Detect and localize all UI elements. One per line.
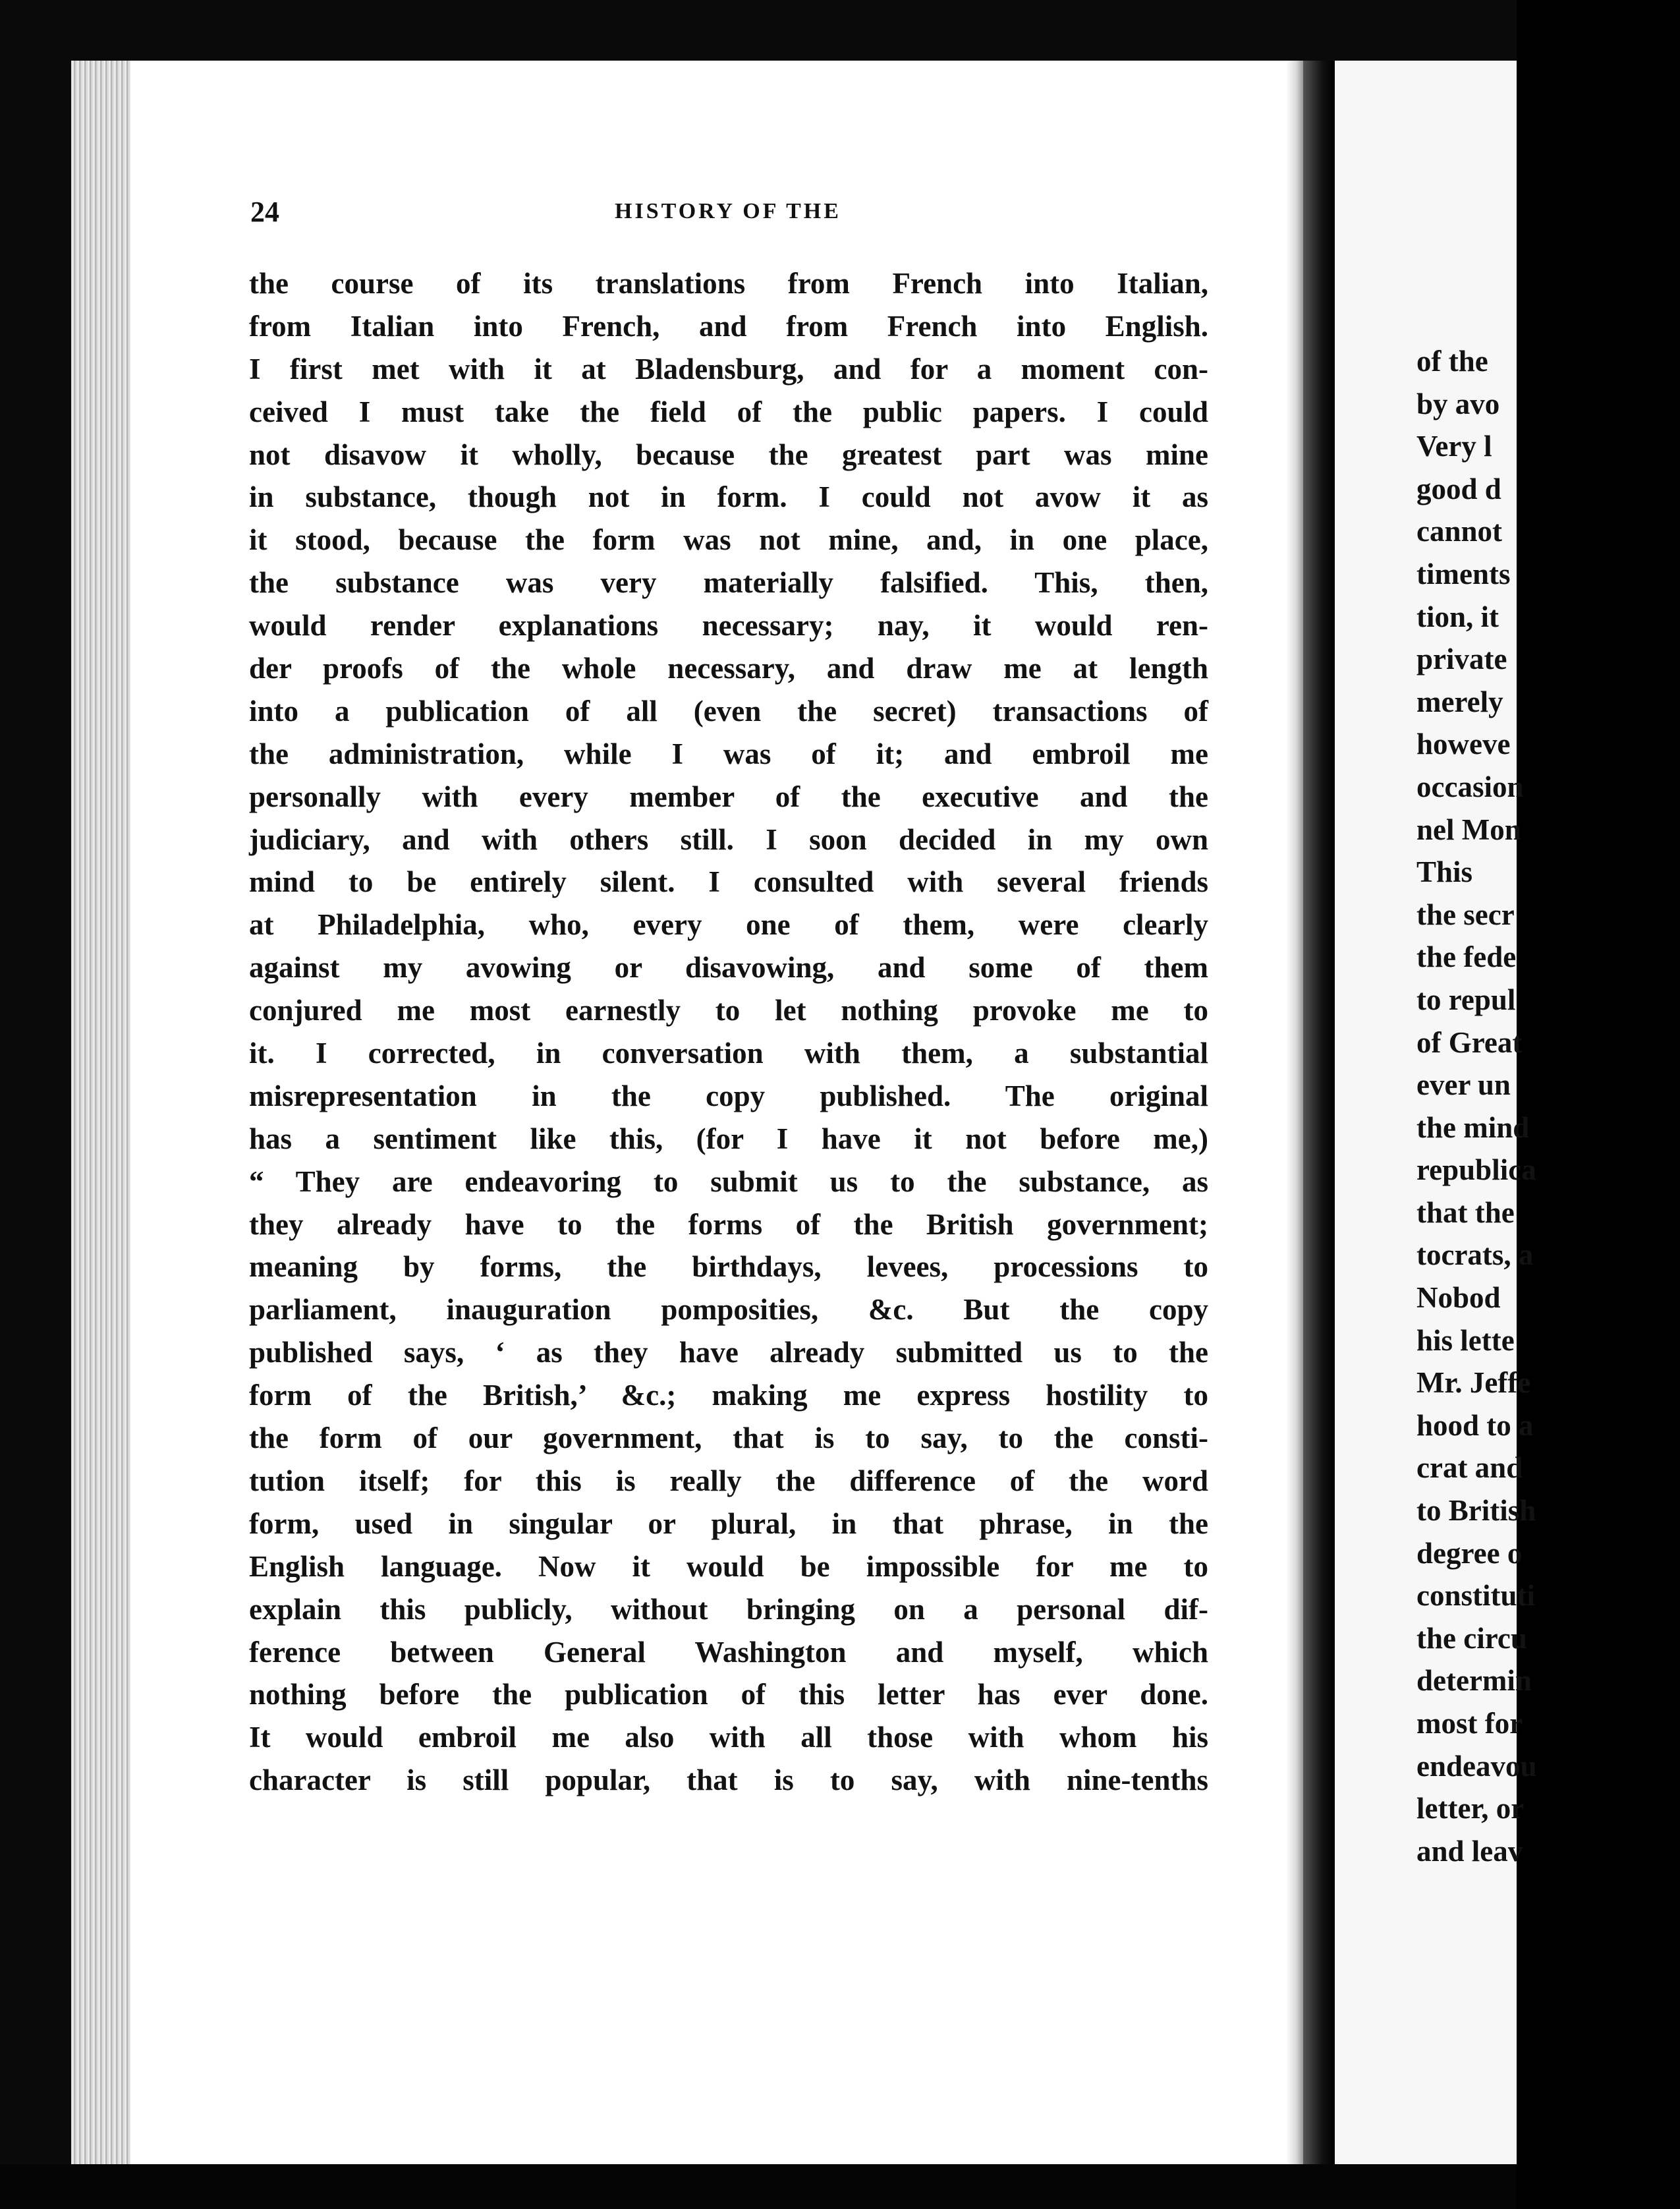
right-text-line: the fede (1416, 940, 1517, 974)
text-line: misrepresentation in the copy published. The original (249, 1079, 1208, 1112)
right-text-line: good d (1416, 472, 1501, 505)
text-line: form of the British,’ &c.; making me express hostility to (249, 1379, 1208, 1412)
right-text-line: tion, it (1416, 600, 1499, 633)
text-line: meaning by forms, the birthdays, levees, processions to (249, 1250, 1208, 1284)
left-page-body-text (249, 262, 1208, 1802)
text-line: they already have to the forms of the British government; (249, 1207, 1208, 1241)
book-spine (1303, 61, 1335, 2164)
right-text-line: to British (1416, 1494, 1536, 1528)
right-text-line: ever un (1416, 1068, 1511, 1102)
text-line: from Italian into French, and from French into English. (249, 309, 1208, 343)
text-line: judiciary, and with others still. I soon decided in my own (249, 822, 1208, 856)
right-text-line: his lette (1416, 1323, 1515, 1357)
text-line: personally with every member of the executive and the (249, 780, 1208, 813)
text-line: not disavow it wholly, because the greatest part was mine (249, 438, 1208, 471)
text-line: it stood, because the form was not mine, and, in one place, (249, 523, 1208, 557)
text-line: would render explanations necessary; nay, it would ren- (249, 609, 1208, 643)
text-line: conjured me most earnestly to let nothing provoke me to (249, 994, 1208, 1027)
right-text-line: hood to a (1416, 1408, 1534, 1442)
right-text-line: the mind (1416, 1110, 1530, 1144)
text-line: published says, ‘ as they have already submitted us to the (249, 1336, 1208, 1369)
text-line: explain this publicly, without bringing on a personal dif- (249, 1592, 1208, 1626)
text-line: against my avowing or disavowing, and some of them (249, 951, 1208, 985)
text-line: it. I corrected, in conversation with them, a substantial (249, 1037, 1208, 1070)
text-line: the substance was very materially falsified. This, then, (249, 566, 1208, 600)
right-text-line: Very l (1416, 430, 1492, 463)
text-line: the course of its translations from French into Italian, (249, 267, 1208, 300)
right-text-line: most for (1416, 1707, 1523, 1740)
text-line: It would embroil me also with all those with whom his (249, 1721, 1208, 1754)
page-edge-stack (71, 61, 130, 2164)
text-line: the form of our government, that is to say, to the consti- (249, 1421, 1208, 1455)
right-text-line: tocrats, a (1416, 1238, 1534, 1272)
text-line: into a publication of all (even the secret) transactions of (249, 694, 1208, 728)
text-line: ference between General Washington and myself, which (249, 1635, 1208, 1669)
right-text-line: constituti (1416, 1579, 1535, 1613)
text-line: mind to be entirely silent. I consulted with several friends (249, 865, 1208, 899)
right-page (1335, 61, 1537, 2164)
right-text-line: private (1416, 643, 1507, 676)
text-line: English language. Now it would be impossible for me to (249, 1549, 1208, 1583)
text-line: character is still popular, that is to say, with nine-tenths (249, 1764, 1208, 1797)
right-page-body-text (1416, 340, 1680, 1872)
text-line: the administration, while I was of it; and embroil me (249, 737, 1208, 770)
text-line: tution itself; for this is really the difference of the word (249, 1464, 1208, 1497)
running-header (250, 195, 1206, 235)
right-text-line: of the (1416, 345, 1488, 378)
text-line: in substance, though not in form. I could not avow it as (249, 480, 1208, 514)
right-text-line: the secr (1416, 898, 1515, 931)
right-text-line: nel Mon (1416, 813, 1521, 846)
text-line: at Philadelphia, who, every one of them, were clearly (249, 908, 1208, 942)
text-line: “ They are endeavoring to submit us to the substance, as (249, 1164, 1208, 1198)
text-line: nothing before the publication of this letter has ever done. (249, 1678, 1208, 1711)
right-text-line: endeavou (1416, 1749, 1537, 1783)
right-text-line: occasion (1416, 770, 1524, 803)
right-text-line: that the (1416, 1195, 1515, 1229)
text-line: form, used in singular or plural, in that phrase, in the (249, 1506, 1208, 1540)
right-text-line: of Great (1416, 1025, 1523, 1059)
right-text-line: crat and (1416, 1451, 1523, 1485)
running-title: HISTORY OF THE (615, 199, 841, 223)
text-line: has a sentiment like this, (for I have it not before me,) (249, 1122, 1208, 1155)
right-text-line: merely (1416, 685, 1503, 718)
right-text-line: Mr. Jeffe (1416, 1366, 1531, 1400)
right-text-line: and leav (1416, 1834, 1523, 1868)
right-text-line: cannot (1416, 515, 1503, 548)
right-text-line: the circu (1416, 1621, 1527, 1655)
right-text-line: determin (1416, 1664, 1532, 1698)
text-line: ceived I must take the field of the public papers. I could (249, 395, 1208, 428)
text-line: parliament, inauguration pomposities, &c. But the copy (249, 1293, 1208, 1327)
right-text-line: letter, or (1416, 1792, 1525, 1825)
text-line: der proofs of the whole necessary, and draw me at length (249, 652, 1208, 685)
right-text-line: howeve (1416, 728, 1511, 761)
right-text-line: to repul (1416, 983, 1516, 1016)
right-text-line: by avo (1416, 387, 1500, 420)
right-text-line: republica (1416, 1153, 1536, 1187)
right-text-line: This (1416, 855, 1473, 889)
scan-bottom-border (0, 2164, 1517, 2209)
right-text-line: degree o (1416, 1536, 1523, 1570)
right-text-line: timents (1416, 557, 1511, 590)
right-text-line: Nobod (1416, 1281, 1501, 1315)
page-number: 24 (250, 196, 279, 228)
gutter-shadow (1286, 61, 1303, 2164)
text-line: I first met with it at Bladensburg, and for a moment con- (249, 352, 1208, 386)
